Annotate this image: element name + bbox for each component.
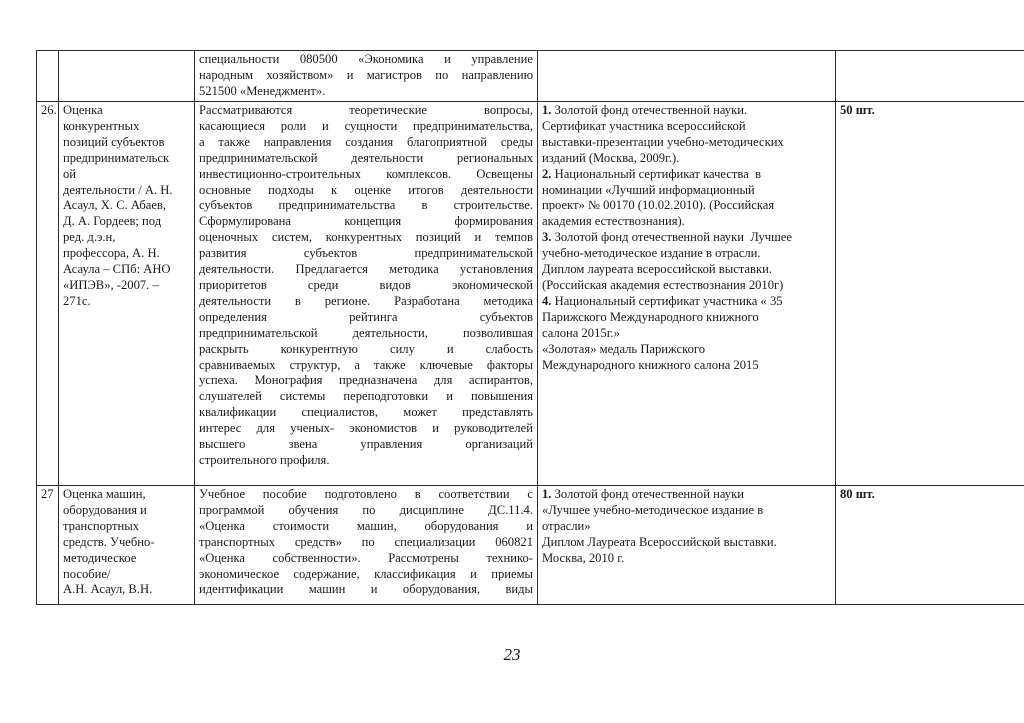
description-line: слушателей системы переподготовки и повышения	[199, 389, 533, 404]
award-line: номинации «Лучший информационный	[542, 182, 755, 197]
award-line: Диплом Лауреата Всероссийской выставки.	[542, 534, 777, 549]
cell-awards	[538, 486, 836, 605]
award-line: Сертификат участника всероссийской	[542, 118, 746, 133]
cell-number	[37, 51, 59, 102]
page-number: 23	[503, 645, 521, 664]
award-line: изданий (Москва, 2009г.).	[542, 150, 680, 165]
title-line: позиций субъектов	[63, 134, 165, 149]
cell-number	[37, 102, 59, 486]
award-item	[542, 167, 831, 231]
award-line	[542, 294, 831, 310]
table-row	[37, 102, 1024, 486]
award-line: «Золотая» медаль Парижского	[542, 341, 706, 356]
description-line: «Оценка собственности». Рассмотрены технико-	[199, 550, 533, 565]
description-line: Сформулирована концепция формирования	[199, 214, 533, 229]
description-line: Учебное пособие подготовлено в соответствии с	[199, 487, 533, 501]
description-line: строительного профиля.	[199, 452, 330, 467]
row-number: 27	[41, 487, 54, 501]
title-line: пособие/	[63, 566, 111, 581]
award-text: Золотой фонд отечественной науки Лучшее	[551, 230, 792, 245]
title-line: средств. Учебно-	[63, 534, 155, 549]
award-marker: 1.	[542, 487, 552, 501]
description-line: определения рейтинга субъектов	[199, 309, 533, 324]
cell-number	[37, 486, 59, 605]
award-line: Международного книжного салона 2015	[542, 357, 759, 372]
cell-awards	[538, 51, 836, 102]
title-line: Оценка машин,	[63, 487, 146, 501]
title-line: Оценка	[63, 103, 103, 117]
publications-table	[36, 50, 1024, 605]
cell-quantity	[836, 102, 1024, 486]
title-line: А.Н. Асаул, В.Н.	[63, 582, 153, 597]
description-line: а также направления создания благоприятной среды	[199, 134, 533, 149]
cell-quantity	[836, 51, 1024, 102]
description-line: касающиеся роли и сущности предпринимательства,	[199, 118, 533, 133]
row-number: 26.	[41, 103, 57, 117]
description-line: субъектов предпринимательства в строительстве.	[199, 198, 533, 213]
award-text: Национальный сертификат качества в	[551, 166, 762, 181]
title-line: «ИПЭВ», -2007. –	[63, 277, 159, 292]
description-line: оценочных систем, конкурентных позиций и темпов	[199, 230, 533, 245]
award-line	[542, 103, 831, 119]
cell-quantity	[836, 486, 1024, 605]
copies-count: 80 шт.	[840, 487, 875, 501]
award-item	[542, 294, 831, 374]
description-line: «Оценка стоимости машин, оборудования и	[199, 518, 533, 533]
award-item	[542, 487, 831, 567]
award-marker: 1.	[542, 103, 552, 117]
award-line	[542, 487, 831, 503]
description-line: развития субъектов предпринимательской	[199, 246, 533, 261]
award-text: Золотой фонд отечественной науки.	[551, 103, 748, 117]
award-line: академия естествознания).	[542, 214, 685, 229]
description-line: инвестиционно-строительных комплексов. Освещены	[199, 166, 533, 181]
award-line: выставки-презентации учебно-методических	[542, 134, 784, 149]
title-line: деятельности / А. Н.	[63, 182, 173, 197]
description-line: специальности 080500 «Экономика и управление	[199, 52, 533, 66]
title-line: Д. А. Гордеев; под	[63, 214, 162, 229]
title-line: Асаул, Х. С. Абаев,	[63, 198, 167, 213]
title-line: ред. д.э.н,	[63, 230, 116, 245]
description-line: раскрыть конкурентную силу и слабость	[199, 341, 533, 356]
description-line: деятельности в регионе. Разработана методика	[199, 293, 533, 308]
description-line: предпринимательской деятельности, позволившая	[199, 325, 533, 340]
description-line: экономическое содержание, классификация и приемы	[199, 566, 533, 581]
cell-description	[195, 486, 538, 605]
cell-title	[59, 486, 195, 605]
award-line	[542, 230, 831, 246]
description-line: интерес для ученых- экономистов и руководителей	[199, 421, 533, 436]
award-line: Диплом лауреата всероссийской выставки.	[542, 262, 772, 277]
title-line: предпринимательск	[63, 150, 170, 165]
description-line: высшего звена управления организаций	[199, 437, 533, 452]
award-marker: 4.	[542, 293, 552, 308]
award-line: (Российская академия естествознания 2010г)	[542, 277, 784, 292]
table-row	[37, 486, 1024, 605]
award-line: проект» № 00170 (10.02.2010). (Российская	[542, 198, 775, 213]
description-line: сравниваемых структур, а также ключевые факторы	[199, 357, 533, 372]
description-line: народным хозяйством» и магистров по направлению	[199, 67, 533, 82]
description-line: приоритетов среди видов экономической	[199, 277, 533, 292]
description-line: деятельности. Предлагается методика установления	[199, 262, 533, 277]
cell-description	[195, 51, 538, 102]
cell-title	[59, 51, 195, 102]
copies-count: 50 шт.	[840, 103, 875, 117]
award-marker: 3.	[542, 230, 552, 245]
table-row	[37, 51, 1024, 102]
award-line: отрасли»	[542, 518, 591, 533]
description-line: успеха. Монография предназначена для аспирантов,	[199, 373, 533, 388]
cell-awards	[538, 102, 836, 486]
award-line: Москва, 2010 г.	[542, 550, 625, 565]
award-line: учебно-методическое издание в отрасли.	[542, 246, 761, 261]
description-line: основные подходы к оценке итогов деятельности	[199, 182, 533, 197]
title-line: ой	[63, 166, 77, 181]
cell-description	[195, 102, 538, 486]
cell-title	[59, 102, 195, 486]
description-line: транспортных средств» по специализации 060821	[199, 534, 533, 549]
award-item	[542, 230, 831, 294]
award-line: «Лучшее учебно-методическое издание в	[542, 502, 764, 517]
award-item	[542, 103, 831, 167]
award-text: Золотой фонд отечественной науки	[551, 487, 744, 501]
award-line: салона 2015г.»	[542, 325, 620, 340]
description-line: программой обучения по дисциплине ДС.11.4.	[199, 502, 533, 517]
title-line: оборудования и	[63, 502, 147, 517]
title-line: профессора, А. Н.	[63, 246, 160, 261]
award-marker: 2.	[542, 166, 552, 181]
title-line: методическое	[63, 550, 137, 565]
description-line: 521500 «Менеджмент».	[199, 83, 326, 98]
title-line: 271с.	[63, 293, 91, 308]
award-line: Парижского Международного книжного	[542, 309, 759, 324]
title-line: Асаула – СПб: АНО	[63, 262, 171, 277]
description-line: предпринимательской деятельности региональных	[199, 150, 533, 165]
title-line: транспортных	[63, 518, 140, 533]
description-line: идентификации машин и оборудования, виды	[199, 582, 533, 597]
award-line	[542, 167, 831, 183]
award-text: Национальный сертификат участника « 35	[551, 293, 783, 308]
description-line: квалификации специалистов, может представлять	[199, 405, 533, 420]
title-line: конкурентных	[63, 118, 140, 133]
description-line: Рассматриваются теоретические вопросы,	[199, 103, 533, 117]
